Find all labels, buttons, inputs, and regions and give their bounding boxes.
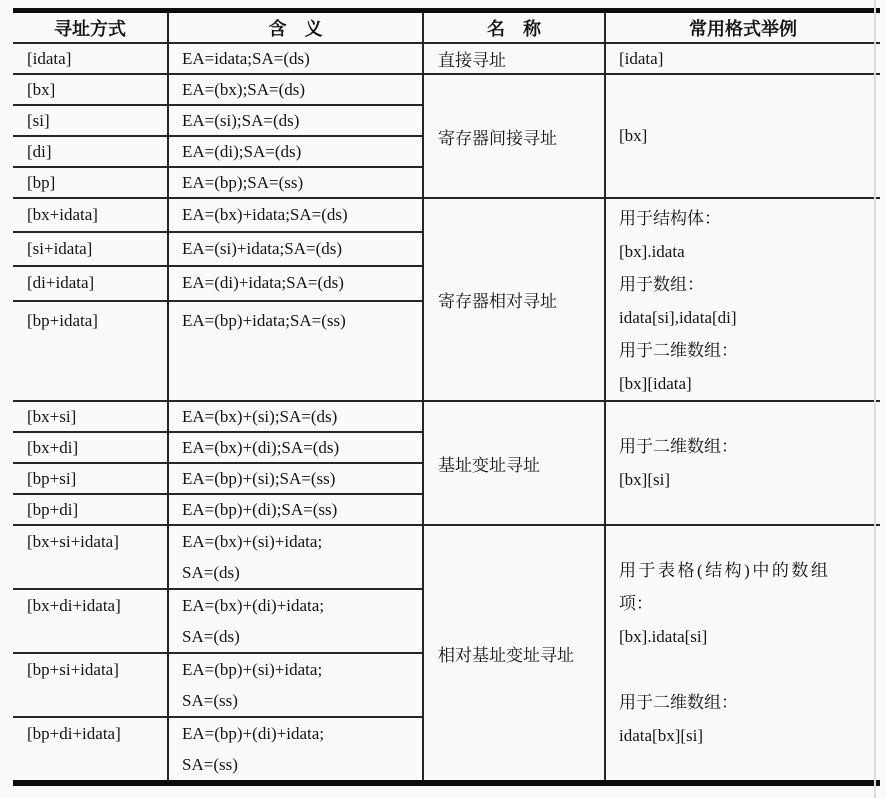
meaning-cell: EA=(si);SA=(ds): [168, 105, 423, 136]
example-cell: [bx]: [605, 74, 880, 198]
example-line: 用于二维数组：: [619, 693, 738, 712]
page-edge-line: [874, 0, 876, 798]
header-meaning: 含 义: [168, 13, 423, 43]
meaning-line: SA=(ds): [182, 563, 240, 582]
example-line: [bx][si]: [619, 470, 670, 489]
mode-cell: [13, 525, 168, 589]
meaning-cell: EA=(bp)+(si);SA=(ss): [168, 463, 423, 494]
mode-cell: [13, 717, 168, 780]
mode-cell: [si+idata]: [13, 232, 168, 266]
meaning-cell: EA=idata;SA=(ds): [168, 43, 423, 74]
example-line: [bx].idata[si]: [619, 627, 708, 646]
name-cell: 相对基址变址寻址: [423, 525, 605, 780]
meaning-cell: EA=(bx)+(di);SA=(ds): [168, 432, 423, 463]
meaning-cell: EA=(bx);SA=(ds): [168, 74, 423, 105]
meaning-cell: [168, 301, 423, 401]
meaning-cell: EA=(bp)+(di);SA=(ss): [168, 494, 423, 525]
name-cell: 直接寻址: [423, 43, 605, 74]
meaning-cell: EA=(si)+idata;SA=(ds): [168, 232, 423, 266]
mode-text: [bx+si+idata]: [27, 532, 119, 551]
mode-cell: [bx+si]: [13, 401, 168, 432]
example-lines: [619, 554, 880, 752]
mode-cell: [si]: [13, 105, 168, 136]
meaning-line: EA=(bx)+(di)+idata;: [182, 596, 325, 615]
example-line: idata[si],idata[di]: [619, 308, 737, 327]
mode-cell: [13, 589, 168, 653]
table-row: [13, 525, 880, 589]
addressing-modes-table: [13, 13, 880, 780]
table-row: [13, 198, 880, 232]
meaning-text: EA=(bp)+idata;SA=(ss): [182, 310, 346, 330]
meaning-line: SA=(ss): [182, 691, 238, 710]
mode-cell: [bp+di]: [13, 494, 168, 525]
mode-cell: [13, 301, 168, 401]
table-row: [13, 43, 880, 74]
meaning-cell: [168, 589, 423, 653]
example-line: 用于二维数组：: [619, 341, 738, 360]
meaning-line: EA=(bp)+(si)+idata;: [182, 660, 323, 679]
mode-cell: [bx]: [13, 74, 168, 105]
example-lines: [619, 430, 880, 496]
mode-cell: [bp+si]: [13, 463, 168, 494]
meaning-cell: EA=(di)+idata;SA=(ds): [168, 266, 423, 300]
meaning-cell: [168, 717, 423, 780]
meaning-line: SA=(ds): [182, 627, 240, 646]
example-cell: [605, 525, 880, 780]
meaning-cell: EA=(bx)+(si);SA=(ds): [168, 401, 423, 432]
table-row: [13, 401, 880, 432]
example-line: 用于数组：: [619, 275, 704, 294]
example-cell: [605, 198, 880, 401]
example-cell: [605, 401, 880, 525]
mode-cell: [bp]: [13, 167, 168, 198]
name-cell: 寄存器相对寻址: [423, 198, 605, 401]
mode-text: [bp+si+idata]: [27, 660, 119, 679]
table-row: [13, 74, 880, 105]
mode-text: [bp+idata]: [27, 310, 98, 330]
example-line: 项：: [619, 594, 653, 613]
example-line: idata[bx][si]: [619, 726, 704, 745]
mode-text: [bx+di+idata]: [27, 596, 121, 615]
example-cell: [idata]: [605, 43, 880, 74]
name-cell: 基址变址寻址: [423, 401, 605, 525]
meaning-line: EA=(bp)+(di)+idata;: [182, 724, 325, 743]
mode-cell: [di]: [13, 136, 168, 167]
mode-cell: [di+idata]: [13, 266, 168, 300]
example-line: 用于结构体：: [619, 209, 721, 228]
header-example: 常用格式举例: [605, 13, 880, 43]
meaning-cell: EA=(bx)+idata;SA=(ds): [168, 198, 423, 232]
example-line: [619, 653, 880, 686]
meaning-line: SA=(ss): [182, 755, 238, 774]
mode-cell: [bx+di]: [13, 432, 168, 463]
mode-cell: [bx+idata]: [13, 198, 168, 232]
header-mode: 寻址方式: [13, 13, 168, 43]
mode-cell: [idata]: [13, 43, 168, 74]
name-cell: 寄存器间接寻址: [423, 74, 605, 198]
addressing-modes-table-frame: [13, 8, 880, 786]
header-name: 名 称: [423, 13, 605, 43]
meaning-cell: [168, 653, 423, 717]
example-lines: [619, 199, 880, 400]
example-line: [bx][idata]: [619, 374, 692, 393]
meaning-cell: [168, 525, 423, 589]
example-line: 用于二维数组：: [619, 437, 738, 456]
meaning-cell: EA=(bp);SA=(ss): [168, 167, 423, 198]
example-line: 用于表格(结构)中的数组: [619, 561, 831, 580]
header-row: [13, 13, 880, 43]
mode-cell: [13, 653, 168, 717]
meaning-cell: EA=(di);SA=(ds): [168, 136, 423, 167]
meaning-line: EA=(bx)+(si)+idata;: [182, 532, 323, 551]
mode-text: [bp+di+idata]: [27, 724, 121, 743]
example-line: [bx].idata: [619, 242, 685, 261]
